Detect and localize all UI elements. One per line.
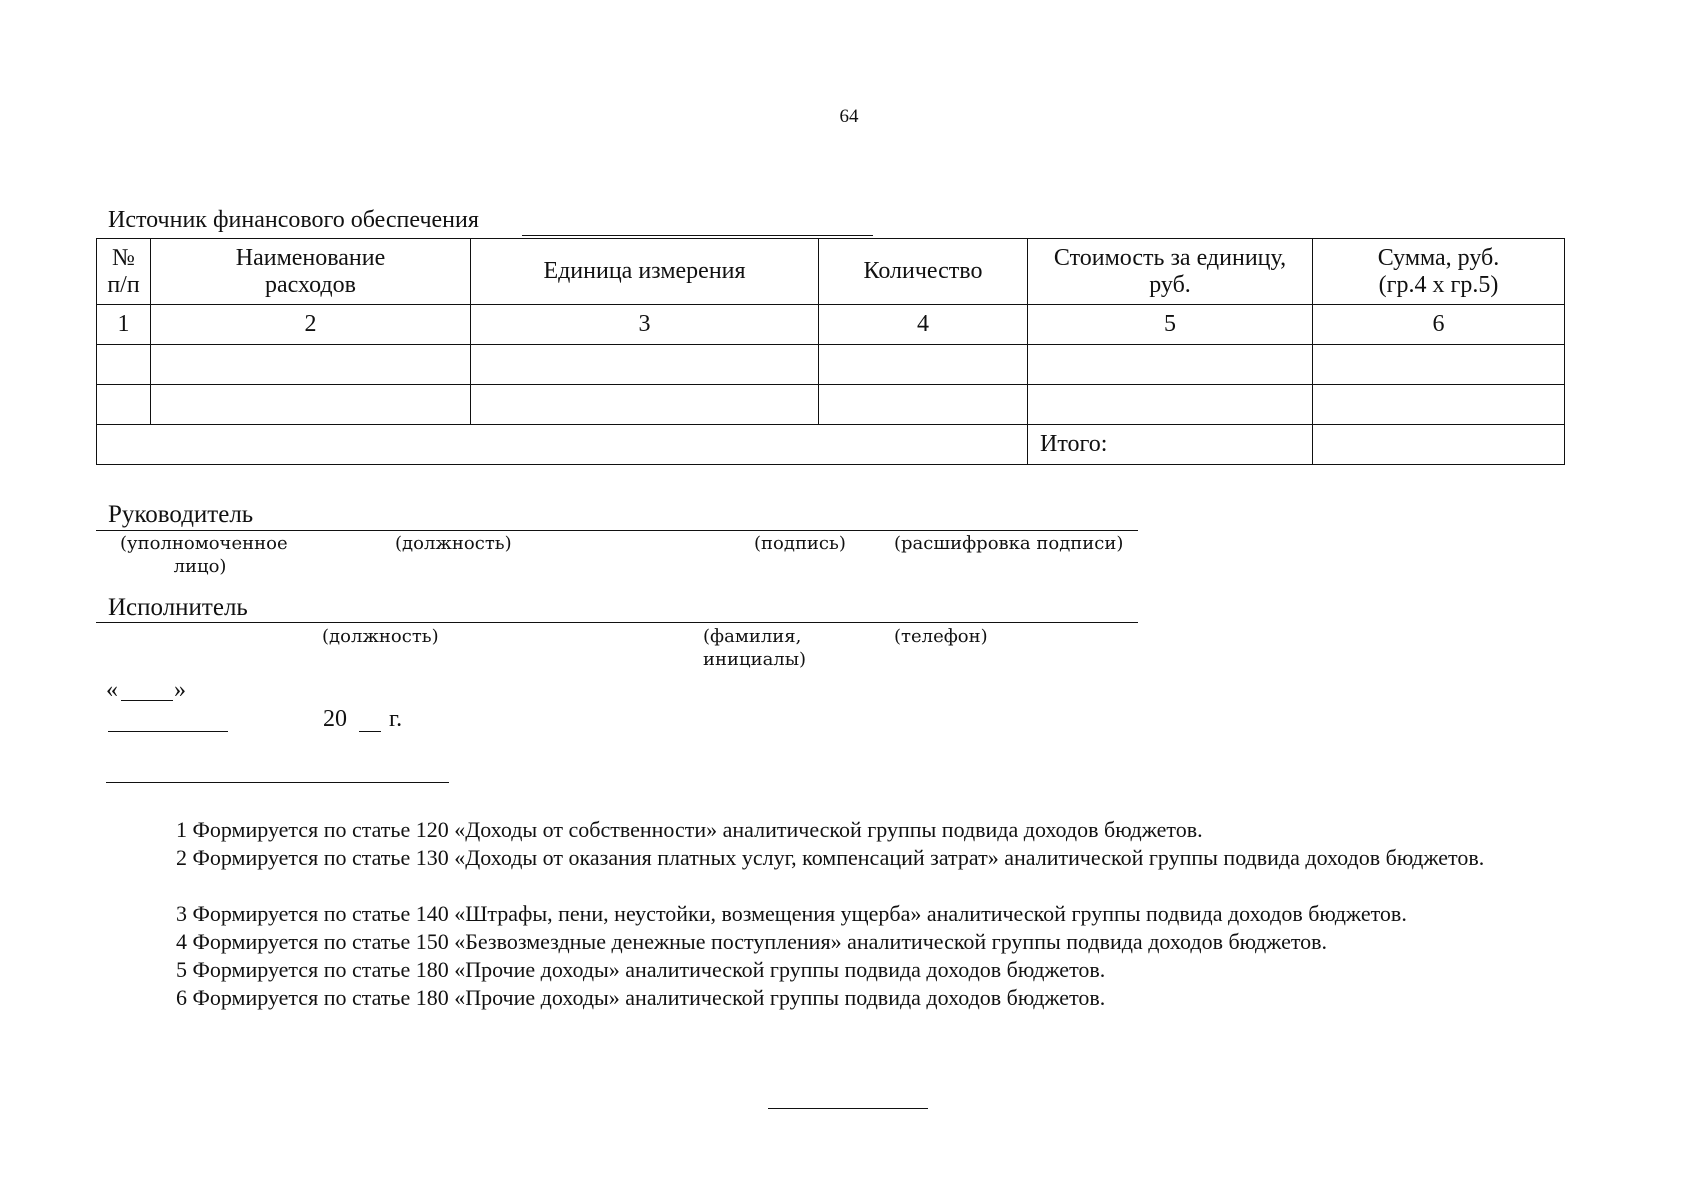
date-year-suffix: г.	[389, 706, 403, 732]
total-label: Итого:	[1028, 425, 1313, 465]
date-close-quote: »	[174, 677, 186, 703]
footnote-6: 6 Формируется по статье 180 «Прочие доходы» аналитической группы подвида доходов бюджетов.	[176, 985, 1106, 1010]
column-number: 1	[97, 305, 151, 345]
date-year-field[interactable]	[359, 731, 381, 732]
column-number: 6	[1313, 305, 1565, 345]
head-caption-authorized: (уполномоченное лицо)	[120, 533, 288, 577]
date-open-quote: «	[106, 677, 118, 703]
table-row	[97, 345, 1565, 385]
footnote-2: 2 Формируется по статье 130 «Доходы от оказания платных услуг, компенсаций затрат» аналитической группы подвида доходов бюджетов.	[176, 845, 1485, 870]
total-row-blank	[97, 425, 1028, 465]
executor-caption-name: (фамилия, инициалы)	[703, 626, 807, 670]
table-cell[interactable]	[1028, 385, 1313, 425]
footnote-4: 4 Формируется по статье 150 «Безвозмездные денежные поступления» аналитической группы подвида доходов бюджетов.	[176, 929, 1328, 954]
total-sum-cell[interactable]	[1313, 425, 1565, 465]
footnote-5: 5 Формируется по статье 180 «Прочие доходы» аналитической группы подвида доходов бюджетов.	[176, 957, 1106, 982]
footnote-1: 1 Формируется по статье 120 «Доходы от собственности» аналитической группы подвида доходов бюджетов.	[176, 817, 1203, 842]
footnote-3: 3 Формируется по статье 140 «Штрафы, пени, неустойки, возмещения ущерба» аналитической группы подвида доходов бюджетов.	[176, 901, 1407, 926]
total-row	[97, 425, 1565, 465]
table-cell[interactable]	[819, 345, 1028, 385]
column-number: 4	[819, 305, 1028, 345]
table-cell[interactable]	[471, 345, 819, 385]
executor-caption-position: (должность)	[322, 626, 439, 647]
column-header-sum: Сумма, руб. (гр.4 х гр.5)	[1313, 239, 1565, 305]
table-cell[interactable]	[97, 385, 151, 425]
date-year-prefix: 20	[323, 706, 347, 732]
funding-source-label: Источник финансового обеспечения	[108, 207, 479, 233]
table-cell[interactable]	[1313, 345, 1565, 385]
executor-label: Исполнитель	[108, 594, 248, 621]
table-header-row	[97, 239, 1565, 305]
column-number: 5	[1028, 305, 1313, 345]
table-cell[interactable]	[151, 345, 471, 385]
date-day-field[interactable]	[121, 700, 173, 701]
table-cell[interactable]	[97, 345, 151, 385]
column-header-quantity: Количество	[819, 239, 1028, 305]
footnote-separator	[106, 782, 449, 783]
column-number: 2	[151, 305, 471, 345]
executor-caption-phone: (телефон)	[894, 626, 988, 647]
column-header-expense-name: Наименование расходов	[151, 239, 471, 305]
executor-signature-line[interactable]	[96, 622, 1138, 623]
head-label: Руководитель	[108, 501, 254, 528]
head-caption-signature-decoding: (расшифровка подписи)	[894, 533, 1124, 554]
table-cell[interactable]	[151, 385, 471, 425]
date-month-field[interactable]	[108, 731, 228, 732]
column-number-row	[97, 305, 1565, 345]
column-header-unit-cost: Стоимость за единицу, руб.	[1028, 239, 1313, 305]
column-number: 3	[471, 305, 819, 345]
end-separator	[768, 1108, 928, 1109]
head-caption-position: (должность)	[395, 533, 512, 554]
table-cell[interactable]	[471, 385, 819, 425]
head-caption-signature: (подпись)	[754, 533, 846, 554]
expenses-table	[96, 238, 1565, 465]
table-row	[97, 385, 1565, 425]
funding-source-field[interactable]	[522, 235, 873, 236]
column-header-number: № п/п	[97, 239, 151, 305]
page-number: 64	[839, 106, 859, 127]
column-header-unit: Единица измерения	[471, 239, 819, 305]
table-cell[interactable]	[819, 385, 1028, 425]
head-signature-line[interactable]	[96, 530, 1138, 531]
table-cell[interactable]	[1028, 345, 1313, 385]
table-cell[interactable]	[1313, 385, 1565, 425]
